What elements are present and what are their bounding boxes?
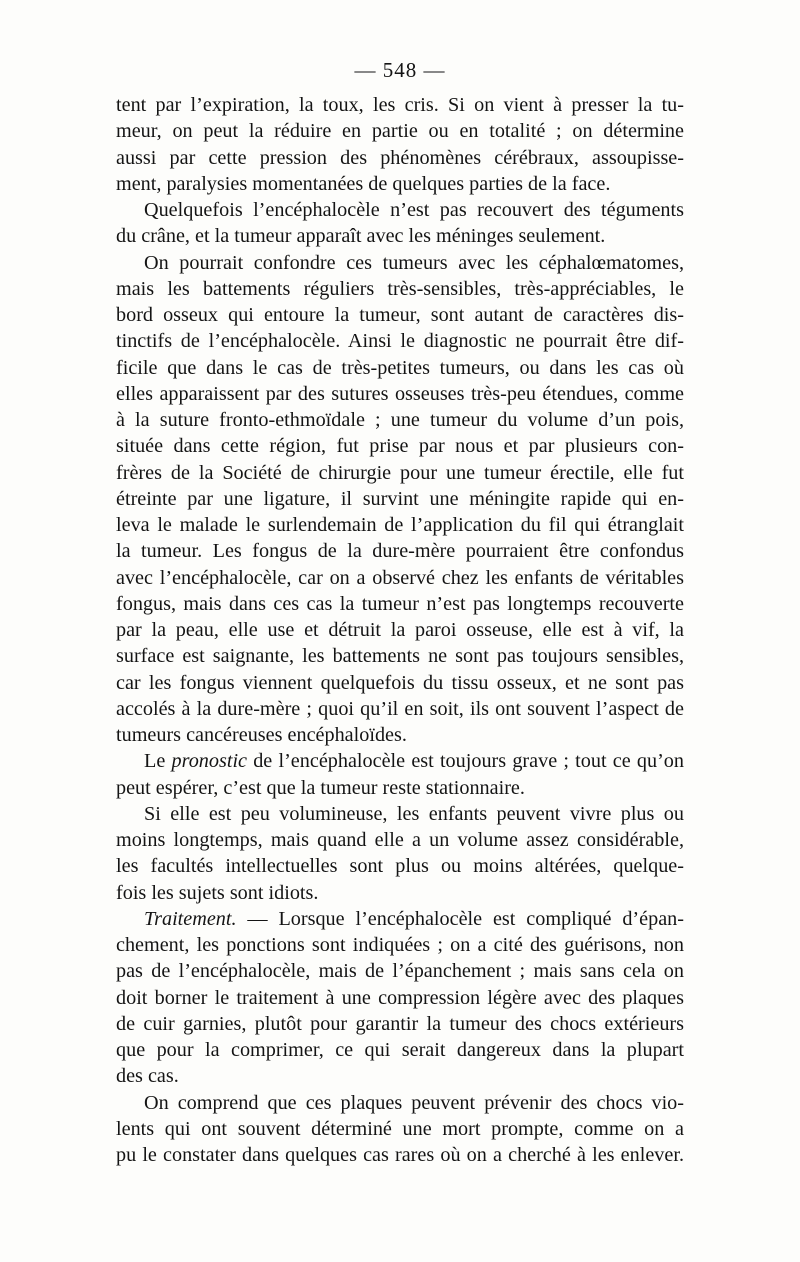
text-line: tumeurs cancéreuses encéphaloïdes. (116, 724, 407, 746)
text-line: avec l’encéphalocèle, car on a observé chez les enfants de véritables (116, 566, 684, 589)
text-line: de cuir garnies, plutôt pour garantir la tumeur des chocs extérieurs (116, 1012, 684, 1035)
text-line: leva le malade le surlendemain de l’application du fil qui étranglait (116, 514, 684, 536)
text-line-lead: Le (144, 750, 172, 773)
text-line-rest: de l’encéphalocèle est toujours grave ; tout ce qu’on (247, 750, 684, 773)
text-line: chement, les ponctions sont indiquées ; on a cité des guérisons, non (116, 934, 684, 956)
text-line: tinctifs de l’encéphalocèle. Ainsi le diagnostic ne pourrait être dif- (116, 330, 684, 353)
italic-term: pronostic (171, 750, 248, 773)
text-line: située dans cette région, fut prise par nous et par plusieurs con- (116, 435, 684, 458)
text-line: frères de la Société de chirurgie pour une tumeur érectile, elle fut (116, 461, 684, 484)
text-line: Si elle est peu volumineuse, les enfants peuvent vivre plus ou (144, 802, 684, 825)
text-line: elles apparaissent par des sutures osseuses très-peu étendues, comme (116, 382, 684, 405)
text-line: car les fongus viennent quelquefois du tissu osseux, et ne sont pas (116, 671, 684, 694)
text-line: des cas. (116, 1065, 179, 1088)
text-line: pu le constater dans quelques cas rares où on a cherché à les enlever. (116, 1144, 684, 1166)
text-line: surface est saignante, les battements ne sont pas toujours sensibles, (116, 645, 684, 668)
page-number: — 548 — (354, 58, 446, 82)
text-line: fois les sujets sont idiots. (116, 881, 319, 904)
text-line: fongus, mais dans ces cas la tumeur n’est pas longtemps recouverte (116, 592, 684, 615)
text-line: bord osseux qui entoure la tumeur, sont autant de caractères dis- (116, 304, 684, 326)
text-line: par la peau, elle use et détruit la paroi osseuse, elle est à vif, la (116, 619, 684, 641)
text-line: ficile que dans le cas de très-petites tumeurs, ou dans les cas où (116, 356, 684, 379)
text-line: que pour la comprimer, ce qui serait dangereux dans la plupart (116, 1039, 684, 1061)
text-line: la tumeur. Les fongus de la dure-mère pourraient être confondus (116, 540, 684, 563)
body-text (116, 92, 684, 1168)
italic-term: Traitement. (144, 907, 237, 930)
text-line: Quelquefois l’encéphalocèle n’est pas recouvert des téguments (144, 199, 684, 221)
text-line: du crâne, et la tumeur apparaît avec les méninges seulement. (116, 225, 606, 248)
text-line: accolés à la dure-mère ; quoi qu’il en soit, ils ont souvent l’aspect de (116, 697, 684, 720)
text-line: ment, paralysies momentanées de quelques parties de la face. (116, 172, 611, 195)
text-line: les facultés intellectuelles sont plus ou moins altérées, quelque- (116, 855, 684, 878)
text-line: meur, on peut la réduire en partie ou en totalité ; on détermine (116, 120, 684, 143)
text-line: On comprend que ces plaques peuvent prévenir des chocs vio- (144, 1091, 684, 1114)
text-line: à la suture fronto-ethmoïdale ; une tumeur du volume d’un pois, (116, 409, 684, 431)
text-line: mais les battements réguliers très-sensibles, très-appréciables, le (116, 277, 684, 300)
text-line: moins longtemps, mais quand elle a un volume assez considérable, (116, 829, 684, 851)
text-line: étreinte par une ligature, il survint une méningite rapide qui en- (116, 487, 684, 510)
text-line: On pourrait confondre ces tumeurs avec les céphalœmatomes, (144, 251, 684, 274)
text-line: pas de l’encéphalocèle, mais de l’épanchement ; mais sans cela on (116, 960, 684, 983)
text-line-rest: — Lorsque l’encéphalocèle est compliqué d’épan- (236, 907, 684, 930)
text-line: lents qui ont souvent déterminé une mort prompte, comme on a (116, 1117, 684, 1140)
text-line (116, 906, 684, 932)
text-line (116, 748, 684, 774)
text-line: peut espérer, c’est que la tumeur reste stationnaire. (116, 776, 525, 799)
text-line: doit borner le traitement à une compression légère avec des plaques (116, 986, 684, 1009)
text-line: aussi par cette pression des phénomènes cérébraux, assoupisse- (116, 146, 684, 169)
text-line: tent par l’expiration, la toux, les cris. Si on vient à presser la tu- (116, 94, 684, 116)
